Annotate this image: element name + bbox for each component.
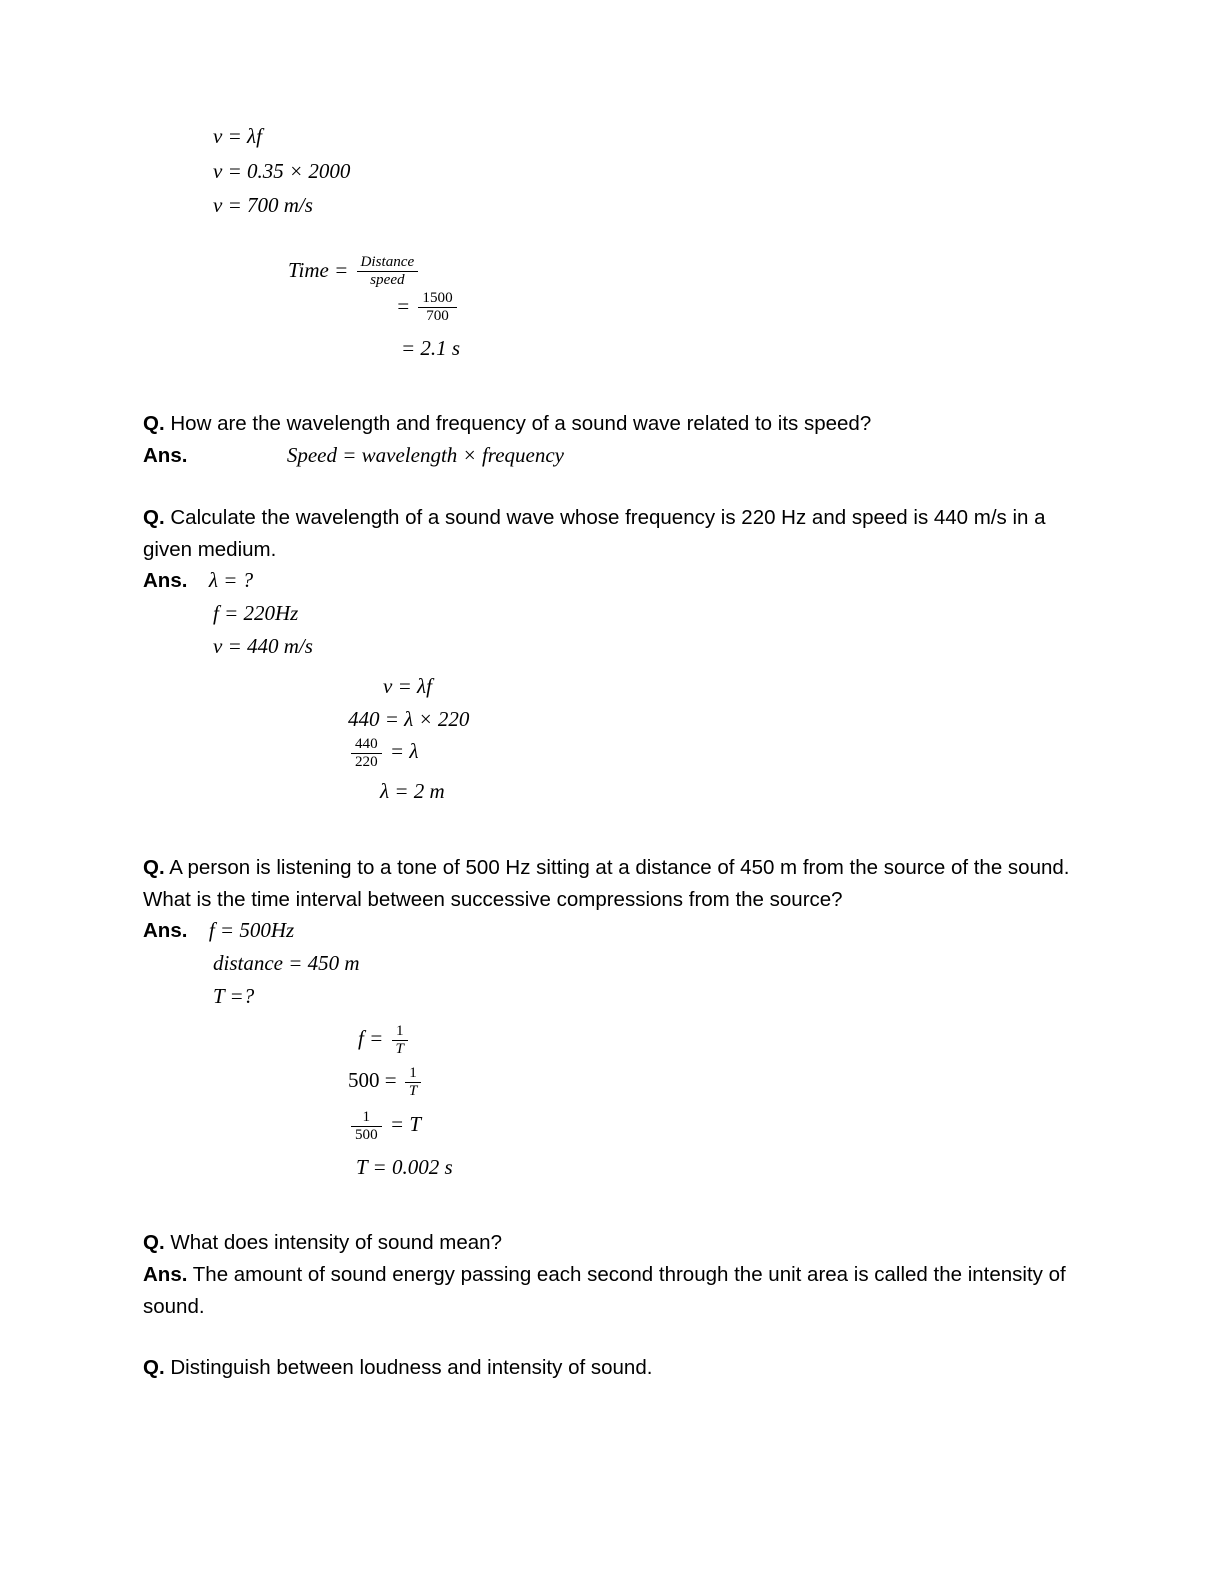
fraction-1-T	[392, 1023, 408, 1059]
solution-block-time	[143, 120, 1073, 364]
fraction-numerator: Distance	[357, 254, 419, 272]
answer-label: Ans.	[143, 919, 188, 943]
spacer	[143, 1183, 1073, 1227]
answer	[143, 565, 1073, 597]
time-equation-values	[396, 290, 1073, 326]
f-label: f =	[358, 1026, 384, 1051]
fraction-numerator: 1	[405, 1065, 421, 1083]
given-period: T =?	[213, 983, 255, 1008]
work-inverse-line	[348, 1108, 1073, 1144]
question-label: Q.	[143, 1231, 165, 1255]
question	[143, 1352, 1073, 1384]
answer-text: The amount of sound energy passing each second through the unit area is called the intensity of sound.	[143, 1262, 1066, 1318]
answer	[143, 1259, 1073, 1323]
fraction-numerator: 440	[351, 736, 382, 754]
equals-T: = T	[389, 1112, 422, 1137]
question-label: Q.	[143, 1356, 165, 1380]
given-lambda: λ = ?	[208, 568, 254, 593]
fraction-denominator: 700	[426, 308, 449, 325]
qa-block-calculate-wavelength	[143, 502, 1073, 808]
document-content	[143, 120, 1073, 1384]
question-label: Q.	[143, 412, 165, 436]
question	[143, 408, 1073, 440]
fraction-440-220	[351, 736, 382, 772]
spacer	[143, 662, 1073, 670]
answer-label: Ans.	[143, 569, 188, 593]
question	[143, 502, 1073, 566]
value-500: 500 =	[348, 1068, 397, 1093]
answer-label: Ans.	[143, 444, 188, 468]
answer	[143, 915, 1073, 947]
fraction-denominator: T	[408, 1083, 418, 1100]
qa-block-distinguish	[143, 1352, 1073, 1384]
question-text: Calculate the wavelength of a sound wave whose frequency is 220 Hz and speed is 440 m/s in a given medium.	[143, 505, 1046, 561]
fraction-equals-lambda: = λ	[389, 739, 419, 764]
question-text: How are the wavelength and frequency of a sound wave related to its speed?	[170, 412, 872, 436]
fraction-denominator: T	[395, 1041, 404, 1058]
result-lambda: λ = 2 m	[380, 779, 445, 804]
work-f-equals	[358, 1022, 1073, 1058]
question-text: Distinguish between loudness and intensity of sound.	[170, 1356, 653, 1380]
qa-block-intensity	[143, 1227, 1073, 1322]
answer-formula: Speed = wavelength × frequency	[286, 443, 564, 468]
work-line: v = λf	[383, 674, 432, 699]
equation-line: v = 700 m/s	[213, 193, 313, 218]
fraction-1500-700	[418, 290, 456, 326]
fraction-numerator: 1500	[418, 290, 456, 308]
fraction-denominator: 500	[355, 1127, 378, 1144]
answer	[143, 440, 1073, 472]
fraction-denominator: 220	[355, 754, 378, 771]
time-equation	[288, 254, 1073, 290]
question-text: What does intensity of sound mean?	[170, 1231, 502, 1255]
fraction-denominator: speed	[370, 272, 405, 289]
fraction-numerator: 1	[351, 1109, 382, 1127]
fraction-1-T	[405, 1065, 421, 1101]
question	[143, 852, 1073, 916]
given-frequency: f = 220Hz	[213, 601, 299, 626]
qa-block-time-interval	[143, 852, 1073, 1183]
spacer	[143, 808, 1073, 852]
spacer	[143, 224, 1073, 254]
spacer	[143, 364, 1073, 408]
time-result: = 2.1 s	[401, 335, 461, 360]
fraction-1-500	[351, 1109, 382, 1145]
question-label: Q.	[143, 505, 165, 529]
qa-block-relation	[143, 408, 1073, 472]
equation-line: v = λf	[213, 124, 262, 148]
work-500-equals	[348, 1064, 1073, 1100]
result-period: T = 0.002 s	[356, 1154, 453, 1179]
question-label: Q.	[143, 855, 165, 879]
question	[143, 1227, 1073, 1259]
given-frequency: f = 500Hz	[208, 918, 295, 943]
spacer	[143, 1012, 1073, 1022]
work-fraction-line	[348, 735, 1073, 771]
answer-label: Ans.	[143, 1262, 188, 1286]
work-line: 440 = λ × 220	[348, 706, 470, 731]
fraction-distance-speed	[357, 254, 419, 290]
fraction-numerator: 1	[392, 1023, 408, 1041]
spacer	[143, 472, 1073, 502]
time-label: Time =	[288, 257, 349, 282]
given-speed: v = 440 m/s	[213, 633, 313, 658]
equals-sign: =	[396, 293, 411, 318]
question-text: A person is listening to a tone of 500 Hz sitting at a distance of 450 m from the source of the sound. What is the time interval between successive compressions from the source?	[143, 855, 1070, 911]
equation-line: v = 0.35 × 2000	[213, 158, 351, 183]
given-distance: distance = 450 m	[213, 951, 360, 976]
spacer	[143, 1322, 1073, 1352]
